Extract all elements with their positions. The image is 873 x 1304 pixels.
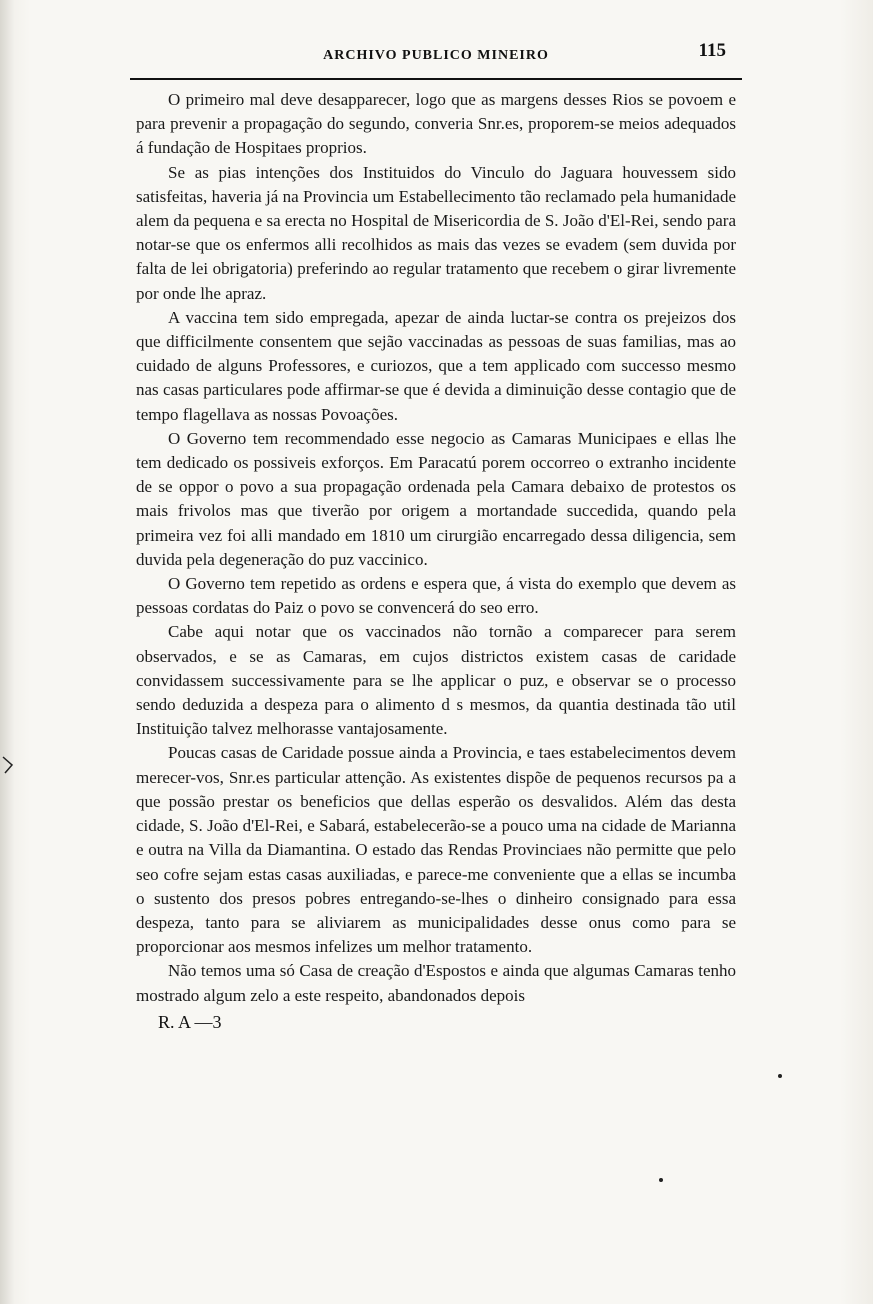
paragraph-2: Se as pias intenções dos Instituidos do Vinculo do Jaguara houvessem sido satisfeitas, haveria já na Provincia um Estabellecimento tão reclamado pela humanidade alem da pequena e sa erecta no Hospital de Misericordia de S. João d'El-Rei, sendo para notar-se que os enfermos alli recolhidos as mais das vezes se evadem (sem duvida por falta de lei obrigatoria) preferindo ao regular tratamento que recebem o girar livremente por onde lhe apraz. — [136, 162, 736, 303]
running-title: ARCHIVO PUBLICO MINEIRO — [323, 48, 549, 63]
ink-speck-2 — [659, 1178, 663, 1182]
page-number: 115 — [698, 40, 726, 61]
paragraph-7: Poucas casas de Caridade possue ainda a Provincia, e taes estabelecimentos devem merecer-vos, Snr.es particular attenção. As existentes dispõe de pequenos recursos pa a que possão prestar os beneficios que dellas esperão os desvalidos. Além das desta cidade, S. João d'El-Rei, e Sabará, estabelecerão-se a pouco uma na cidade de Marianna e outra na Villa da Diamantina. O estado das Rendas Provinciaes não permitte que pelo seo cofre sejam estas casas auxiliadas, e parece-me conveniente que a ellas se incumba o sustento dos presos pobres entregando-se-lhes o dinheiro consignado para essa despeza, tanto para se aliviarem as municipalidades desse onus como para se proporcionar aos mesmos infelizes um melhor tratamento. — [136, 743, 736, 957]
body-text — [136, 88, 736, 1034]
header-rule — [130, 78, 742, 80]
paragraph-5: O Governo tem repetido as ordens e espera que, á vista do exemplo que devem as pessoas cordatas do Paiz o povo se convencerá do seo erro. — [136, 574, 736, 618]
paragraph-3: A vaccina tem sido empregada, apezar de ainda luctar-se contra os prejeizos dos que difficilmente consentem que sejão vaccinadas as pessoas de suas familias, mas ao cuidado de alguns Professores, e curiozos, que a tem applicado com successo mesmo nas casas particulares pode affirmar-se que é devida a diminuição desse contagio que de tempo flagellava as nossas Povoações. — [136, 307, 736, 424]
margin-tick-mark — [2, 755, 14, 775]
signature-mark: R. A —3 — [158, 1011, 222, 1032]
paragraph-1: O primeiro mal deve desapparecer, logo que as margens desses Rios se povoem e para prevenir a propagação do segundo, converia Snr.es, proporem-se meios adequados á fundação de Hospitaes proprios. — [136, 90, 736, 158]
page-header — [130, 38, 742, 78]
paragraph-8: Não temos uma só Casa de creação d'Espostos e ainda que algumas Camaras tenho mostrado algum zelo a este respeito, abandonados depois — [136, 961, 736, 1005]
ink-speck-1 — [778, 1074, 782, 1078]
page-binding-edge — [0, 0, 14, 1304]
paragraph-6: Cabe aqui notar que os vaccinados não tornão a comparecer para serem observados, e se as Camaras, em cujos districtos existem casas de caridade convidassem successivamente para se lhe applicar o puz, e observar se o processo sendo deduzida a despeza para o alimento d s mesmos, da quantia destinada tão util Instituição talvez melhorasse vantajosamente. — [136, 622, 736, 739]
paragraph-4: O Governo tem recommendado esse negocio as Camaras Municipaes e ellas lhe tem dedicado os possiveis exforços. Em Paracatú porem occorreo o extranho incidente de se oppor o povo a sua propagação ordenada pela Camara debaixo de protestos os mais frivolos mas que tiverão por origem a mortandade succedida, quando pela primeira vez foi alli mandado em 1810 um cirurgião encarregado dessa diligencia, sem duvida pela degeneração do puz vaccinico. — [136, 428, 736, 569]
